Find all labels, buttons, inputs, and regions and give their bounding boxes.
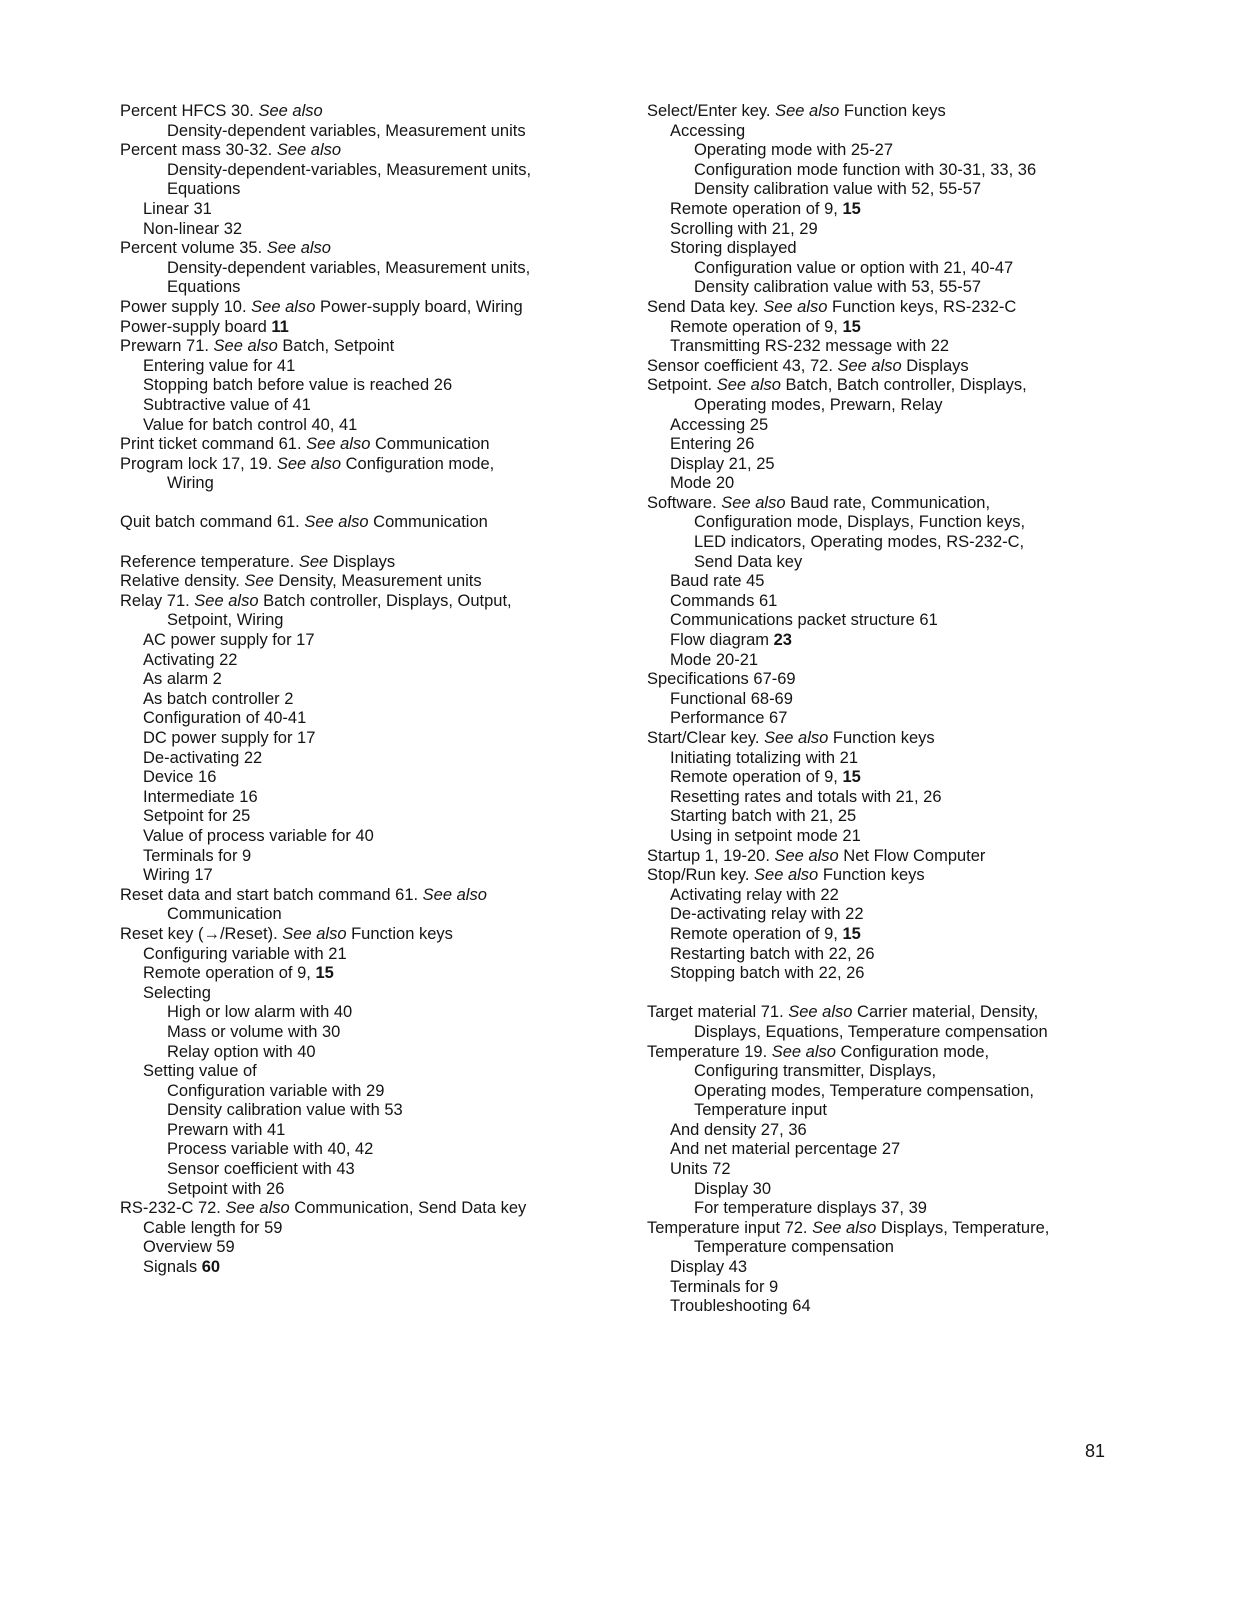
index-entry xyxy=(120,318,640,338)
index-subentry xyxy=(647,161,1207,181)
entry-text: Mode 20 xyxy=(670,474,735,493)
cross-reference-label: See xyxy=(244,572,274,591)
entry-text: Sensor coefficient 43, 72. xyxy=(647,356,838,375)
index-entry xyxy=(647,494,1207,514)
entry-text: Reset data and start batch command 61. xyxy=(120,885,423,904)
cross-reference-label: See also xyxy=(266,239,331,258)
entry-text: Display 21, 25 xyxy=(670,454,775,473)
entry-text: Flow diagram xyxy=(670,631,774,650)
entry-text: Remote operation of 9, xyxy=(143,964,316,983)
entry-text: Density-dependent variables, Measurement units xyxy=(167,121,526,140)
entry-text: Temperature 19. xyxy=(647,1042,772,1061)
cross-reference-label: See also xyxy=(812,1218,877,1237)
entry-text: Scrolling with 21, 29 xyxy=(670,219,818,238)
blank-line xyxy=(120,494,640,514)
entry-text: Sensor coefficient with 43 xyxy=(167,1160,355,1179)
cross-reference-label: See also xyxy=(716,376,781,395)
index-subentry xyxy=(647,416,1207,436)
entry-text: High or low alarm with 40 xyxy=(167,1003,353,1022)
index-subentry xyxy=(647,749,1207,769)
index-subentry xyxy=(120,474,640,494)
index-subentry xyxy=(647,122,1207,142)
entry-text: Density-dependent-variables, Measurement units, xyxy=(167,160,532,179)
entry-text: Temperature compensation xyxy=(694,1238,894,1257)
entry-text: Overview 59 xyxy=(143,1238,235,1257)
entry-text: Stopping batch before value is reached 26 xyxy=(143,376,453,395)
index-subentry xyxy=(120,847,640,867)
entry-text: Activating relay with 22 xyxy=(670,885,839,904)
index-entry xyxy=(120,455,640,475)
index-subentry xyxy=(120,1238,640,1258)
entry-text: Density calibration value with 53, 55-57 xyxy=(694,278,982,297)
index-subentry xyxy=(120,984,640,1004)
entry-text: LED indicators, Operating modes, RS-232-C, xyxy=(694,533,1025,552)
index-entry xyxy=(647,866,1207,886)
index-subentry xyxy=(647,690,1207,710)
index-entry xyxy=(647,1043,1207,1063)
entry-text: Relay 71. xyxy=(120,591,195,610)
index-subentry xyxy=(647,1140,1207,1160)
entry-text: Restarting batch with 22, 26 xyxy=(670,944,875,963)
entry-text: Batch, Batch controller, Displays, xyxy=(780,376,1027,395)
entry-text: Troubleshooting 64 xyxy=(670,1297,811,1316)
entry-text: Selecting xyxy=(143,983,211,1002)
index-subentry xyxy=(120,807,640,827)
index-column-left xyxy=(120,102,640,1278)
entry-text: Remote operation of 9, xyxy=(670,768,843,787)
entry-text: Activating 22 xyxy=(143,650,238,669)
bold-page-reference: 15 xyxy=(842,199,861,218)
entry-text: Function keys xyxy=(346,924,453,943)
entry-text: Terminals for 9 xyxy=(670,1277,779,1296)
entry-text: Batch, Setpoint xyxy=(277,337,395,356)
entry-text: Select/Enter key. xyxy=(647,102,776,120)
index-subentry xyxy=(120,788,640,808)
entry-text: Relay option with 40 xyxy=(167,1042,316,1061)
index-subentry xyxy=(120,749,640,769)
entry-text: Percent mass 30-32. xyxy=(120,141,277,160)
index-subentry xyxy=(120,1082,640,1102)
entry-text: Power supply 10. xyxy=(120,297,252,316)
entry-text: Send Data key xyxy=(694,552,803,571)
index-subentry xyxy=(647,651,1207,671)
entry-text: Function keys, RS-232-C xyxy=(827,297,1017,316)
index-subentry xyxy=(120,357,640,377)
bold-page-reference: 60 xyxy=(201,1258,221,1277)
index-entry xyxy=(647,729,1207,749)
entry-text: RS-232-C 72. xyxy=(120,1199,226,1218)
bold-page-reference: 15 xyxy=(842,768,861,787)
entry-text: De-activating 22 xyxy=(143,748,263,767)
entry-text: Configuration of 40-41 xyxy=(143,709,307,728)
entry-text: Configuration mode function with 30-31, 33, 36 xyxy=(694,160,1037,179)
entry-text: Communication xyxy=(370,435,490,454)
index-subentry xyxy=(120,278,640,298)
index-entry xyxy=(647,1219,1207,1239)
cross-reference-label: See also xyxy=(754,866,819,885)
entry-text: Performance 67 xyxy=(670,709,788,728)
index-subentry xyxy=(647,455,1207,475)
entry-text: Temperature input xyxy=(694,1101,827,1120)
entry-text: Power-supply board xyxy=(120,317,272,336)
index-subentry xyxy=(120,729,640,749)
index-subentry xyxy=(647,141,1207,161)
index-subentry xyxy=(647,1180,1207,1200)
entry-text: Displays, Equations, Temperature compensation xyxy=(694,1022,1048,1041)
index-entry xyxy=(647,376,1207,396)
entry-text: Entering value for 41 xyxy=(143,356,296,375)
cross-reference-label: See also xyxy=(304,513,369,532)
entry-text: Send Data key. xyxy=(647,297,764,316)
index-subentry xyxy=(647,318,1207,338)
index-entry xyxy=(647,847,1207,867)
index-subentry xyxy=(120,768,640,788)
entry-text: Communication xyxy=(167,905,282,924)
cross-reference-label: See also xyxy=(213,337,278,356)
bold-page-reference: 15 xyxy=(842,924,861,943)
index-subentry xyxy=(647,964,1207,984)
entry-text: Specifications 67-69 xyxy=(647,670,796,689)
index-subentry xyxy=(120,396,640,416)
cross-reference-label: See also xyxy=(194,591,259,610)
entry-text: Function keys xyxy=(839,102,946,120)
cross-reference-label: See also xyxy=(764,729,829,747)
entry-text: Baud rate 45 xyxy=(670,572,765,591)
entry-text: Storing displayed xyxy=(670,239,797,258)
entry-text: Density-dependent variables, Measurement units, xyxy=(167,258,531,277)
index-subentry xyxy=(647,278,1207,298)
index-entry xyxy=(120,102,640,122)
entry-text: Setpoint with 26 xyxy=(167,1179,285,1198)
entry-text: Temperature input 72. xyxy=(647,1218,813,1237)
entry-text: Resetting rates and totals with 21, 26 xyxy=(670,787,942,806)
entry-text: Mass or volume with 30 xyxy=(167,1022,341,1041)
index-subentry xyxy=(120,161,640,181)
index-subentry xyxy=(120,416,640,436)
index-column-right xyxy=(647,102,1207,1317)
cross-reference-label: See also xyxy=(306,435,371,454)
entry-text: Configuration value or option with 21, 40-47 xyxy=(694,258,1014,277)
index-subentry xyxy=(647,1082,1207,1102)
entry-text: Stop/Run key. xyxy=(647,866,755,885)
index-entry xyxy=(647,298,1207,318)
index-subentry xyxy=(120,690,640,710)
index-subentry xyxy=(647,807,1207,827)
entry-text: Display 30 xyxy=(694,1179,772,1198)
index-subentry xyxy=(647,1199,1207,1219)
index-subentry xyxy=(647,259,1207,279)
index-subentry xyxy=(647,611,1207,631)
index-entry xyxy=(120,925,640,945)
index-entry xyxy=(647,670,1207,690)
entry-text: Non-linear 32 xyxy=(143,219,243,238)
bold-page-reference: 11 xyxy=(271,317,289,336)
entry-text: Transmitting RS-232 message with 22 xyxy=(670,337,950,356)
entry-text: Remote operation of 9, xyxy=(670,199,843,218)
index-subentry xyxy=(647,631,1207,651)
entry-text: Baud rate, Communication, xyxy=(785,493,991,512)
index-subentry xyxy=(120,1258,640,1278)
entry-text: Communication xyxy=(368,513,488,532)
index-subentry xyxy=(647,1160,1207,1180)
entry-text: Carrier material, Density, xyxy=(852,1003,1039,1022)
index-subentry xyxy=(120,964,640,984)
index-subentry xyxy=(120,631,640,651)
index-subentry xyxy=(120,122,640,142)
index-entry xyxy=(120,298,640,318)
entry-text: Wiring xyxy=(167,474,214,493)
index-subentry xyxy=(647,1023,1207,1043)
entry-text: For temperature displays 37, 39 xyxy=(694,1199,927,1218)
entry-text: Configuration mode, xyxy=(341,454,495,473)
index-subentry xyxy=(120,180,640,200)
index-subentry xyxy=(647,886,1207,906)
cross-reference-label: See also xyxy=(258,102,323,120)
index-subentry xyxy=(120,220,640,240)
entry-text: Linear 31 xyxy=(143,199,212,218)
cross-reference-label: See also xyxy=(775,102,840,120)
bold-page-reference: 15 xyxy=(315,964,334,983)
index-subentry xyxy=(647,768,1207,788)
index-subentry xyxy=(120,259,640,279)
index-subentry xyxy=(120,376,640,396)
entry-text: Subtractive value of 41 xyxy=(143,395,311,414)
index-subentry xyxy=(647,1062,1207,1082)
entry-text: Equations xyxy=(167,180,241,199)
index-entry xyxy=(120,337,640,357)
entry-text: Software. xyxy=(647,493,722,512)
index-subentry xyxy=(647,474,1207,494)
entry-text: Function keys xyxy=(818,866,925,885)
index-subentry xyxy=(647,1258,1207,1278)
cross-reference-label: See xyxy=(298,552,329,571)
entry-text: Density, Measurement units xyxy=(273,572,482,591)
entry-text: Configuration variable with 29 xyxy=(167,1081,385,1100)
entry-text: Units 72 xyxy=(670,1160,731,1179)
entry-text: Cable length for 59 xyxy=(143,1218,283,1237)
entry-text: Communications packet structure 61 xyxy=(670,611,938,630)
index-subentry xyxy=(120,866,640,886)
index-entry xyxy=(120,435,640,455)
blank-line xyxy=(647,984,1207,1004)
cross-reference-label: See also xyxy=(251,297,316,316)
entry-text: Mode 20-21 xyxy=(670,650,759,669)
index-subentry xyxy=(647,572,1207,592)
entry-text: Prewarn with 41 xyxy=(167,1120,286,1139)
entry-text: Relative density. xyxy=(120,572,245,591)
entry-text: Start/Clear key. xyxy=(647,729,765,747)
index-subentry xyxy=(120,827,640,847)
index-entry xyxy=(120,141,640,161)
entry-text: Value of process variable for 40 xyxy=(143,826,374,845)
entry-text: Remote operation of 9, xyxy=(670,317,843,336)
cross-reference-label: See also xyxy=(837,356,902,375)
bold-page-reference: 15 xyxy=(842,317,861,336)
cross-reference-label: See also xyxy=(721,493,786,512)
index-subentry xyxy=(647,905,1207,925)
cross-reference-label: See also xyxy=(282,924,347,943)
index-entry xyxy=(120,572,640,592)
entry-text: Configuration mode, Displays, Function keys, xyxy=(694,513,1026,532)
cross-reference-label: See also xyxy=(276,454,342,473)
index-entry xyxy=(120,239,640,259)
entry-text: As alarm 2 xyxy=(143,670,222,689)
index-subentry xyxy=(120,1062,640,1082)
index-subentry xyxy=(647,180,1207,200)
entry-text: Displays xyxy=(328,552,396,571)
entry-text: Signals xyxy=(143,1258,202,1277)
entry-text: Configuring transmitter, Displays, xyxy=(694,1062,937,1081)
entry-text: Wiring 17 xyxy=(143,866,213,885)
entry-text: Terminals for 9 xyxy=(143,846,252,865)
index-subentry xyxy=(120,611,640,631)
index-entry xyxy=(647,102,1207,122)
entry-text: Density calibration value with 52, 55-57 xyxy=(694,180,982,199)
entry-text: DC power supply for 17 xyxy=(143,729,316,747)
index-subentry xyxy=(647,1278,1207,1298)
index-subentry xyxy=(647,220,1207,240)
index-subentry xyxy=(647,945,1207,965)
entry-text: Displays xyxy=(901,356,969,375)
entry-text: Value for batch control 40, 41 xyxy=(143,415,358,434)
index-entry xyxy=(120,553,640,573)
index-subentry xyxy=(647,435,1207,455)
index-subentry xyxy=(647,1238,1207,1258)
index-subentry xyxy=(120,651,640,671)
index-entry xyxy=(120,1199,640,1219)
index-entry xyxy=(647,357,1207,377)
index-subentry xyxy=(647,1121,1207,1141)
index-subentry xyxy=(120,1219,640,1239)
entry-text: Percent HFCS 30. xyxy=(120,102,259,120)
entry-text: Prewarn 71. xyxy=(120,337,214,356)
entry-text: Operating mode with 25-27 xyxy=(694,141,894,160)
index-subentry xyxy=(120,1140,640,1160)
cross-reference-label: See also xyxy=(788,1003,853,1022)
index-subentry xyxy=(647,337,1207,357)
index-subentry xyxy=(647,200,1207,220)
cross-reference-label: See also xyxy=(225,1199,290,1218)
entry-text: Operating modes, Temperature compensation, xyxy=(694,1081,1034,1100)
entry-text: Displays, Temperature, xyxy=(876,1218,1050,1237)
entry-text: Initiating totalizing with 21 xyxy=(670,748,859,767)
entry-text: Quit batch command 61. xyxy=(120,513,305,532)
entry-text: Commands 61 xyxy=(670,591,778,610)
entry-text: AC power supply for 17 xyxy=(143,631,315,650)
entry-text: Intermediate 16 xyxy=(143,787,258,806)
index-subentry xyxy=(120,1121,640,1141)
entry-text: Target material 71. xyxy=(647,1003,789,1022)
index-subentry xyxy=(647,709,1207,729)
index-subentry xyxy=(120,670,640,690)
index-subentry xyxy=(647,396,1207,416)
index-subentry xyxy=(120,905,640,925)
cross-reference-label: See also xyxy=(774,846,839,865)
index-subentry xyxy=(647,533,1207,553)
entry-text: Function keys xyxy=(828,729,935,747)
cross-reference-label: See also xyxy=(771,1042,836,1061)
entry-text: Setpoint. xyxy=(647,376,717,395)
index-subentry xyxy=(647,513,1207,533)
blank-line xyxy=(120,533,640,553)
entry-text: Process variable with 40, 42 xyxy=(167,1140,374,1159)
index-subentry xyxy=(120,1180,640,1200)
entry-text: Net Flow Computer xyxy=(838,846,986,865)
entry-text: Display 43 xyxy=(670,1258,748,1277)
entry-text: Communication, Send Data key xyxy=(289,1199,527,1218)
entry-text: Operating modes, Prewarn, Relay xyxy=(694,395,943,414)
index-entry xyxy=(647,1003,1207,1023)
entry-text: Print ticket command 61. xyxy=(120,435,307,454)
index-subentry xyxy=(120,709,640,729)
index-subentry xyxy=(647,1101,1207,1121)
entry-text: De-activating relay with 22 xyxy=(670,905,864,924)
cross-reference-label: See also xyxy=(422,885,487,904)
entry-text: Power-supply board, Wiring xyxy=(315,297,523,316)
bold-page-reference: 23 xyxy=(773,631,792,650)
index-subentry xyxy=(120,1160,640,1180)
entry-text: Setting value of xyxy=(143,1062,257,1081)
index-subentry xyxy=(647,592,1207,612)
entry-text: And density 27, 36 xyxy=(670,1120,807,1139)
cross-reference-label: See also xyxy=(763,297,828,316)
index-subentry xyxy=(647,239,1207,259)
entry-text: Starting batch with 21, 25 xyxy=(670,807,857,826)
page-number: 81 xyxy=(1084,1441,1105,1461)
index-subentry xyxy=(647,553,1207,573)
entry-text: Batch controller, Displays, Output, xyxy=(258,591,512,610)
entry-text: Equations xyxy=(167,278,241,297)
entry-text: Setpoint, Wiring xyxy=(167,611,284,630)
entry-text: Stopping batch with 22, 26 xyxy=(670,964,865,983)
entry-text: Remote operation of 9, xyxy=(670,924,843,943)
entry-text: Accessing xyxy=(670,121,746,140)
entry-text: Configuration mode, xyxy=(835,1042,990,1061)
entry-text: Functional 68-69 xyxy=(670,689,793,708)
entry-text: Device 16 xyxy=(143,768,217,787)
index-subentry xyxy=(647,788,1207,808)
index-subentry xyxy=(120,1101,640,1121)
index-entry xyxy=(120,592,640,612)
entry-text: Accessing 25 xyxy=(670,415,769,434)
index-subentry xyxy=(120,1043,640,1063)
entry-text: Reset key (→/Reset). xyxy=(120,924,283,943)
entry-text: Using in setpoint mode 21 xyxy=(670,826,861,845)
index-subentry xyxy=(120,1023,640,1043)
entry-text: Configuring variable with 21 xyxy=(143,944,347,963)
cross-reference-label: See also xyxy=(276,141,342,160)
entry-text: Reference temperature. xyxy=(120,552,299,571)
entry-text: Setpoint for 25 xyxy=(143,807,251,826)
index-subentry xyxy=(647,1297,1207,1317)
index-entry xyxy=(120,886,640,906)
entry-text: Percent volume 35. xyxy=(120,239,267,258)
index-subentry xyxy=(647,925,1207,945)
entry-text: Entering 26 xyxy=(670,435,755,454)
index-subentry xyxy=(647,827,1207,847)
entry-text: And net material percentage 27 xyxy=(670,1140,901,1159)
entry-text: Program lock 17, 19. xyxy=(120,454,277,473)
index-subentry xyxy=(120,1003,640,1023)
entry-text: Startup 1, 19-20. xyxy=(647,846,775,865)
index-subentry xyxy=(120,200,640,220)
entry-text: Density calibration value with 53 xyxy=(167,1101,403,1120)
index-entry xyxy=(120,513,640,533)
entry-text: As batch controller 2 xyxy=(143,689,294,708)
index-subentry xyxy=(120,945,640,965)
